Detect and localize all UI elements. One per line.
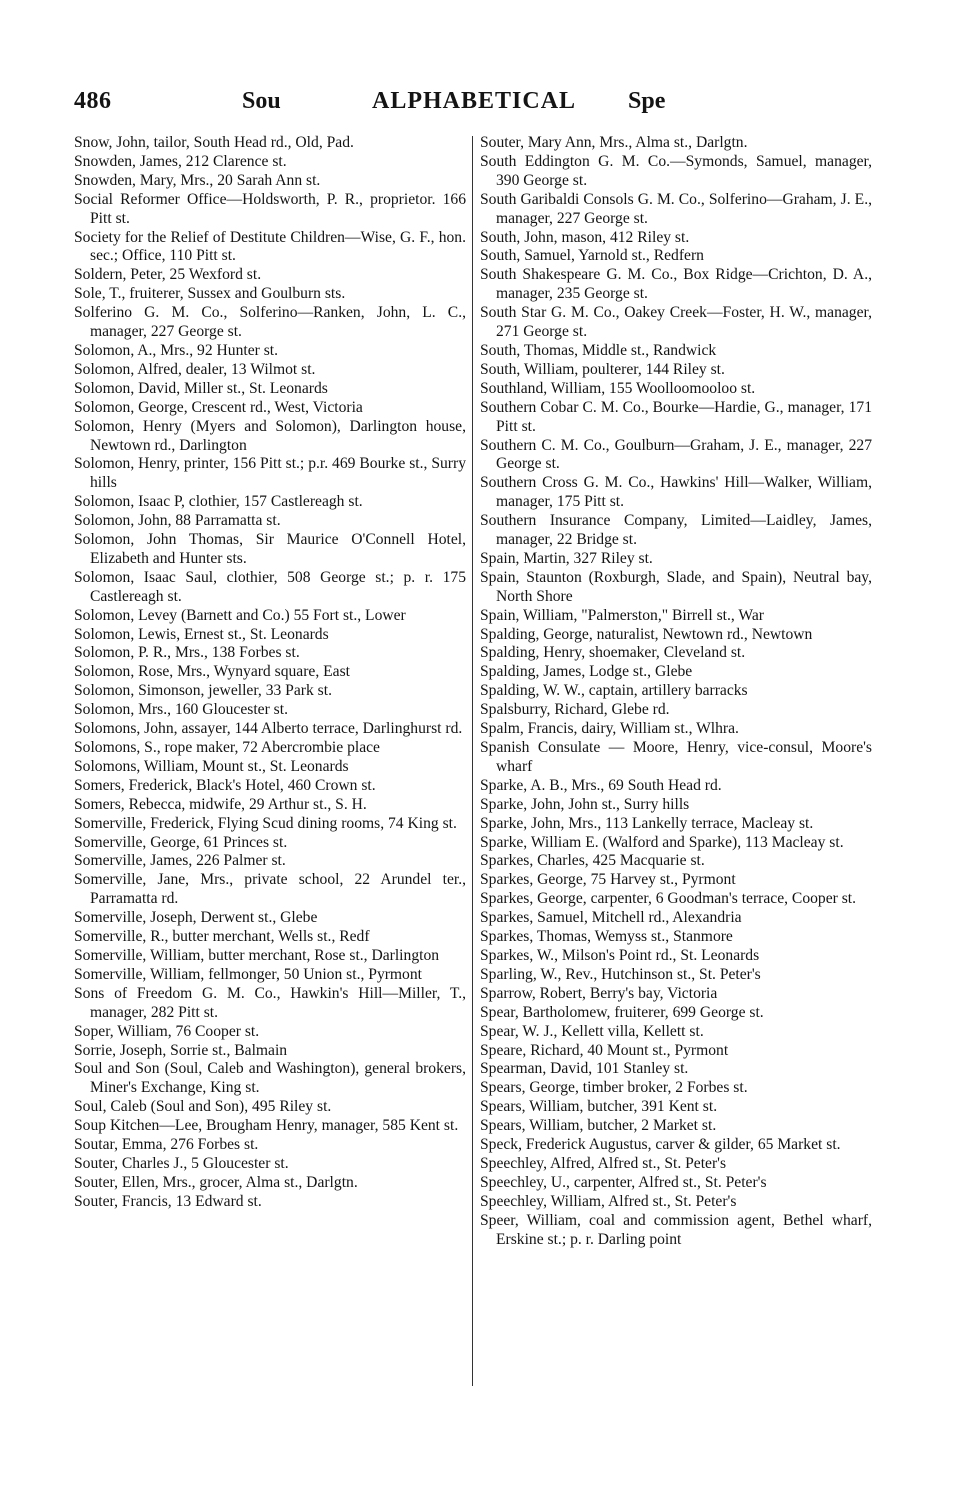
directory-entry: Somerville, R., butter merchant, Wells st., Redf [74, 928, 370, 946]
directory-entry: Spears, William, butcher, 391 Kent st. [480, 1098, 718, 1116]
directory-entry: Solomon, Levey (Barnett and Co.) 55 Fort st., Lower [74, 606, 406, 624]
directory-entry: Spalding, George, naturalist, Newtown rd., Newtown [480, 625, 813, 643]
directory-entry: South Garibaldi Consols G. M. Co., Solferino—Graham, J. E., manager, 227 George st. [480, 190, 872, 227]
directory-entry: Sparkes, Samuel, Mitchell rd., Alexandria [480, 909, 742, 927]
directory-entry: Somerville, William, butter merchant, Rose st., Darlington [74, 946, 440, 964]
directory-entry: Sparkes, W., Milson's Point rd., St. Leonards [480, 946, 760, 964]
directory-entry: Solomon, P. R., Mrs., 138 Forbes st. [74, 644, 300, 662]
directory-entry: Speer, William, coal and commission agent, Bethel wharf, Erskine st.; p. r. Darling point [480, 1211, 872, 1248]
directory-entry: Solomon, John, 88 Parramatta st. [74, 512, 281, 530]
directory-entry: Soup Kitchen—Lee, Brougham Henry, manager, 585 Kent st. [74, 1117, 459, 1135]
directory-entry: Somerville, George, 61 Princes st. [74, 833, 288, 851]
right-column [480, 134, 872, 1249]
directory-entry: Somerville, James, 226 Palmer st. [74, 852, 286, 870]
directory-entry: Solomon, John Thomas, Sir Maurice O'Connell Hotel, Elizabeth and Hunter sts. [74, 531, 466, 567]
directory-entry: Soutar, Emma, 276 Forbes st. [74, 1136, 259, 1154]
directory-entry: Sparkes, George, carpenter, 6 Goodman's terrace, Cooper st. [480, 890, 857, 908]
left-guide-word: Sou [242, 88, 281, 114]
directory-entry: Sole, T., fruiterer, Sussex and Goulburn sts. [74, 285, 346, 303]
directory-entry: Somerville, Frederick, Flying Scud dining rooms, 74 King st. [74, 814, 457, 832]
directory-entry: Spearman, David, 101 Stanley st. [480, 1060, 689, 1078]
directory-entry: Spalding, James, Lodge st., Glebe [480, 663, 693, 681]
directory-entry: South Star G. M. Co., Oakey Creek—Foster, H. W., manager, 271 George st. [480, 304, 872, 341]
directory-entry: Somers, Frederick, Black's Hotel, 460 Crown st. [74, 776, 376, 794]
directory-entry: Solomons, William, Mount st., St. Leonards [74, 757, 349, 775]
directory-entry: Solomon, David, Miller st., St. Leonards [74, 379, 328, 397]
directory-entry: Southern Cross G. M. Co., Hawkins' Hill—Walker, William, manager, 175 Pitt st. [480, 474, 872, 511]
directory-entry: South, Samuel, Yarnold st., Redfern [480, 247, 704, 265]
directory-entry: Southland, William, 155 Woolloomooloo st. [480, 379, 756, 397]
page-title: ALPHABETICAL [372, 88, 577, 114]
directory-entry: Spear, Bartholomew, fruiterer, 699 George st. [480, 1003, 764, 1021]
directory-entry: Solomon, Alfred, dealer, 13 Wilmot st. [74, 360, 316, 378]
directory-entry: Souter, Mary Ann, Mrs., Alma st., Darlgtn. [480, 134, 748, 151]
directory-entry: Solomons, S., rope maker, 72 Abercrombie place [74, 739, 380, 756]
directory-columns [74, 134, 874, 1394]
directory-entry: Spears, George, timber broker, 2 Forbes st. [480, 1079, 748, 1097]
directory-entry: Spears, William, butcher, 2 Market st. [480, 1117, 717, 1135]
directory-entry: Solomon, Henry, printer, 156 Pitt st.; p.r. 469 Bourke st., Surry hills [74, 455, 466, 492]
directory-entry: Sparke, A. B., Mrs., 69 South Head rd. [480, 776, 722, 794]
directory-entry: Sparkes, George, 75 Harvey st., Pyrmont [480, 871, 736, 889]
directory-entry: Solomon, Simonson, jeweller, 33 Park st. [74, 682, 332, 700]
directory-entry: Snow, John, tailor, South Head rd., Old, Pad. [74, 134, 354, 151]
directory-entry: Soul and Son (Soul, Caleb and Washington), general brokers, Miner's Exchange, King st. [74, 1060, 466, 1097]
directory-entry: Solomon, A., Mrs., 92 Hunter st. [74, 341, 279, 359]
directory-entry: Spalding, Henry, shoemaker, Cleveland st. [480, 644, 746, 662]
directory-entry: Somerville, William, fellmonger, 50 Union st., Pyrmont [74, 965, 422, 983]
directory-entry: Somerville, Joseph, Derwent st., Glebe [74, 909, 318, 927]
directory-entry: Sparkes, Charles, 425 Macquarie st. [480, 852, 705, 870]
directory-entry: Spalding, W. W., captain, artillery barracks [480, 682, 748, 700]
directory-entry: Solomon, Henry (Myers and Solomon), Darlington house, Newtown rd., Darlington [74, 417, 466, 454]
directory-entry: Somers, Rebecca, midwife, 29 Arthur st., S. H. [74, 795, 367, 813]
directory-entry: Spalm, Francis, dairy, William st., Wlhra. [480, 720, 739, 738]
directory-entry: Spain, Staunton (Roxburgh, Slade, and Spain), Neutral bay, North Shore [480, 568, 872, 605]
directory-entry: Society for the Relief of Destitute Children—Wise, G. F., hon. sec.; Office, 110 Pitt st. [74, 228, 466, 265]
directory-entry: Speechley, William, Alfred st., St. Peter's [480, 1192, 737, 1210]
page-header [74, 88, 874, 128]
directory-entry: Solferino G. M. Co., Solferino—Ranken, John, L. C., manager, 227 George st. [74, 304, 466, 341]
directory-entry: Speck, Frederick Augustus, carver & gilder, 65 Market st. [480, 1136, 841, 1154]
directory-entry: Southern Insurance Company, Limited—Laidley, James, manager, 22 Bridge st. [480, 512, 872, 549]
directory-entry: Soldern, Peter, 25 Wexford st. [74, 266, 262, 284]
directory-entry: Spanish Consulate — Moore, Henry, vice-consul, Moore's wharf [480, 739, 872, 775]
directory-entry: Speare, Richard, 40 Mount st., Pyrmont [480, 1041, 729, 1059]
directory-entry: Spain, William, "Palmerston," Birrell st., War [480, 606, 764, 624]
directory-entry: Souter, Francis, 13 Edward st. [74, 1192, 262, 1210]
directory-entry: South Eddington G. M. Co.—Symonds, Samuel, manager, 390 George st. [480, 152, 872, 189]
directory-entry: Sparling, W., Rev., Hutchinson st., St. Peter's [480, 965, 761, 983]
directory-entry: Solomon, Lewis, Ernest st., St. Leonards [74, 625, 329, 643]
directory-entry: South, William, poulterer, 144 Riley st. [480, 360, 725, 378]
directory-entry: Southern C. M. Co., Goulburn—Graham, J. E., manager, 227 George st. [480, 436, 872, 473]
directory-entry: Solomon, George, Crescent rd., West, Victoria [74, 398, 363, 416]
directory-entry: Sparke, William E. (Walford and Sparke), 113 Macleay st. [480, 833, 844, 851]
column-divider [472, 136, 473, 1386]
directory-entry: Southern Cobar C. M. Co., Bourke—Hardie, G., manager, 171 Pitt st. [480, 398, 872, 435]
directory-entry: Souter, Charles J., 5 Gloucester st. [74, 1154, 289, 1172]
right-guide-word: Spe [628, 88, 666, 114]
directory-entry: Solomon, Isaac Saul, clothier, 508 George st.; p. r. 175 Castlereagh st. [74, 568, 466, 605]
left-column [74, 134, 466, 1212]
directory-entry: Spalsburry, Richard, Glebe rd. [480, 701, 670, 719]
directory-entry: Somerville, Jane, Mrs., private school, 22 Arundel ter., Parramatta rd. [74, 871, 466, 908]
directory-entry: Speechley, U., carpenter, Alfred st., St. Peter's [480, 1173, 767, 1191]
directory-entry: Social Reformer Office—Holdsworth, P. R., proprietor. 166 Pitt st. [74, 190, 466, 227]
directory-entry: Solomons, John, assayer, 144 Alberto terrace, Darlinghurst rd. [74, 720, 463, 738]
directory-entry: Snowden, Mary, Mrs., 20 Sarah Ann st. [74, 171, 321, 189]
directory-entry: Soul, Caleb (Soul and Son), 495 Riley st. [74, 1098, 332, 1116]
directory-entry: Solomon, Isaac P, clothier, 157 Castlereagh st. [74, 493, 363, 511]
directory-entry: Solomon, Mrs., 160 Gloucester st. [74, 701, 288, 719]
directory-entry: Solomon, Rose, Mrs., Wynyard square, East [74, 663, 350, 681]
page-number: 486 [74, 88, 112, 114]
directory-entry: Sparke, John, John st., Surry hills [480, 795, 690, 813]
directory-entry: Sons of Freedom G. M. Co., Hawkin's Hill—Miller, T., manager, 282 Pitt st. [74, 984, 466, 1021]
directory-entry: Spear, W. J., Kellett villa, Kellett st. [480, 1022, 704, 1040]
directory-entry: Souter, Ellen, Mrs., grocer, Alma st., Darlgtn. [74, 1173, 358, 1191]
directory-entry: Sparke, John, Mrs., 113 Lankelly terrace, Macleay st. [480, 814, 814, 832]
directory-entry: Soper, William, 76 Cooper st. [74, 1022, 260, 1040]
directory-entry: South Shakespeare G. M. Co., Box Ridge—Crichton, D. A., manager, 235 George st. [480, 266, 872, 303]
directory-entry: South, John, mason, 412 Riley st. [480, 228, 690, 246]
directory-entry: Sorrie, Joseph, Sorrie st., Balmain [74, 1041, 288, 1059]
directory-entry: Snowden, James, 212 Clarence st. [74, 152, 287, 170]
directory-entry: Speechley, Alfred, Alfred st., St. Peter's [480, 1154, 727, 1172]
directory-entry: Spain, Martin, 327 Riley st. [480, 549, 653, 567]
directory-entry: South, Thomas, Middle st., Randwick [480, 341, 717, 359]
directory-entry: Sparrow, Robert, Berry's bay, Victoria [480, 984, 718, 1002]
directory-entry: Sparkes, Thomas, Wemyss st., Stanmore [480, 928, 733, 946]
